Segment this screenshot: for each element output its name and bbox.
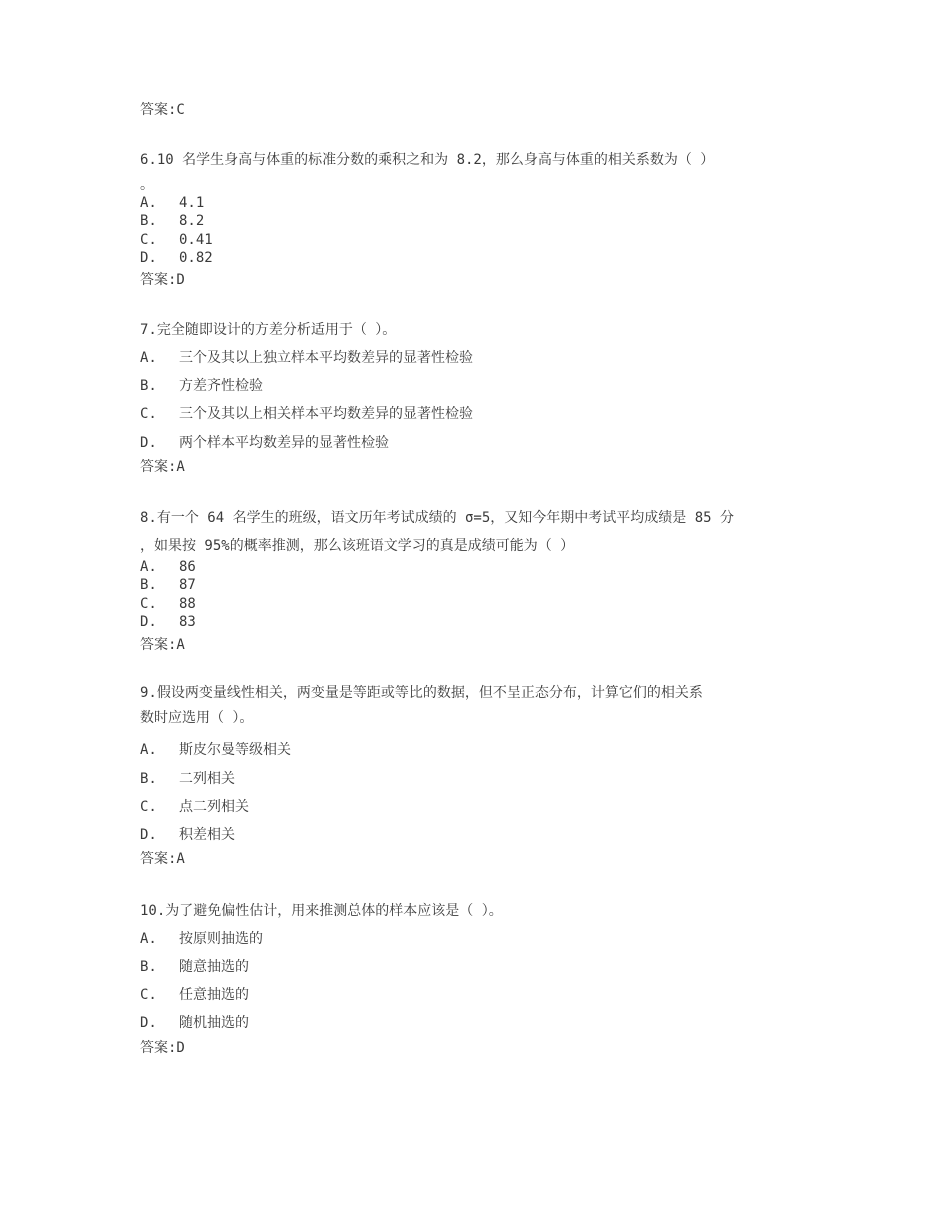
question-stem: 9.假设两变量线性相关，两变量是等距或等比的数据，但不呈正态分布，计算它们的相关系 — [140, 685, 703, 701]
option-letter: D. — [140, 827, 157, 843]
option-letter: A. — [140, 742, 157, 758]
answer-line: 答案:A — [140, 459, 185, 475]
option-letter: B. — [140, 959, 157, 975]
question-stem: 数时应选用（ ）。 — [140, 710, 254, 726]
option-text: 三个及其以上独立样本平均数差异的显著性检验 — [179, 350, 473, 366]
option-item — [140, 405, 473, 423]
option-item — [140, 770, 235, 788]
option-letter: C. — [140, 987, 157, 1003]
option-letter: A. — [140, 350, 157, 366]
option-letter: B. — [140, 378, 157, 394]
option-text: 88 — [179, 596, 196, 612]
question-stem: ，如果按 95%的概率推测，那么该班语文学习的真是成绩可能为（ ） — [140, 538, 575, 554]
option-text: 86 — [179, 559, 196, 575]
option-item — [140, 798, 249, 816]
option-item — [140, 595, 196, 613]
question-stem: 。 — [140, 177, 154, 193]
option-item — [140, 826, 235, 844]
option-letter: A. — [140, 931, 157, 947]
option-letter: A. — [140, 195, 157, 211]
question-stem: 6.10 名学生身高与体重的标准分数的乘积之和为 8.2，那么身高与体重的相关系数为（ ） — [140, 152, 715, 168]
option-item — [140, 986, 249, 1004]
option-item — [140, 349, 473, 367]
option-letter: B. — [140, 771, 157, 787]
option-letter: B. — [140, 577, 157, 593]
option-letter: C. — [140, 232, 157, 248]
question-stem: 10.为了避免偏性估计，用来推测总体的样本应该是（ ）。 — [140, 903, 503, 919]
option-text: 二列相关 — [179, 771, 235, 787]
option-text: 8.2 — [179, 213, 205, 229]
option-item — [140, 1014, 249, 1032]
option-letter: A. — [140, 559, 157, 575]
question-stem: 7.完全随即设计的方差分析适用于（ ）。 — [140, 322, 397, 338]
answer-line: 答案:D — [140, 272, 185, 288]
option-letter: C. — [140, 406, 157, 422]
answer-line: 答案:A — [140, 851, 185, 867]
option-text: 方差齐性检验 — [179, 378, 263, 394]
option-item — [140, 741, 291, 759]
option-letter: D. — [140, 250, 157, 266]
option-text: 0.82 — [179, 250, 213, 266]
option-item — [140, 212, 204, 230]
option-text: 87 — [179, 577, 196, 593]
option-item — [140, 377, 263, 395]
option-text: 点二列相关 — [179, 799, 249, 815]
option-letter: B. — [140, 213, 157, 229]
option-text: 随机抽选的 — [179, 1015, 249, 1031]
option-text: 三个及其以上相关样本平均数差异的显著性检验 — [179, 406, 473, 422]
option-text: 任意抽选的 — [179, 987, 249, 1003]
option-letter: D. — [140, 435, 157, 451]
answer-line: 答案:D — [140, 1040, 185, 1056]
option-item — [140, 930, 263, 948]
option-text: 4.1 — [179, 195, 205, 211]
option-item — [140, 558, 196, 576]
option-item — [140, 194, 204, 212]
option-item — [140, 958, 249, 976]
option-item — [140, 249, 213, 267]
option-letter: D. — [140, 614, 157, 630]
option-text: 0.41 — [179, 232, 213, 248]
option-text: 按原则抽选的 — [179, 931, 263, 947]
option-text: 83 — [179, 614, 196, 630]
option-text: 斯皮尔曼等级相关 — [179, 742, 291, 758]
option-letter: C. — [140, 596, 157, 612]
option-text: 随意抽选的 — [179, 959, 249, 975]
option-item — [140, 434, 389, 452]
option-text: 积差相关 — [179, 827, 235, 843]
previous-answer: 答案:C — [140, 102, 185, 118]
option-letter: C. — [140, 799, 157, 815]
option-text: 两个样本平均数差异的显著性检验 — [179, 435, 389, 451]
answer-line: 答案:A — [140, 637, 185, 653]
option-letter: D. — [140, 1015, 157, 1031]
option-item — [140, 576, 196, 594]
option-item — [140, 613, 196, 631]
question-stem: 8.有一个 64 名学生的班级，语文历年考试成绩的 σ=5，又知今年期中考试平均成绩是 85 分 — [140, 510, 734, 526]
option-item — [140, 231, 213, 249]
